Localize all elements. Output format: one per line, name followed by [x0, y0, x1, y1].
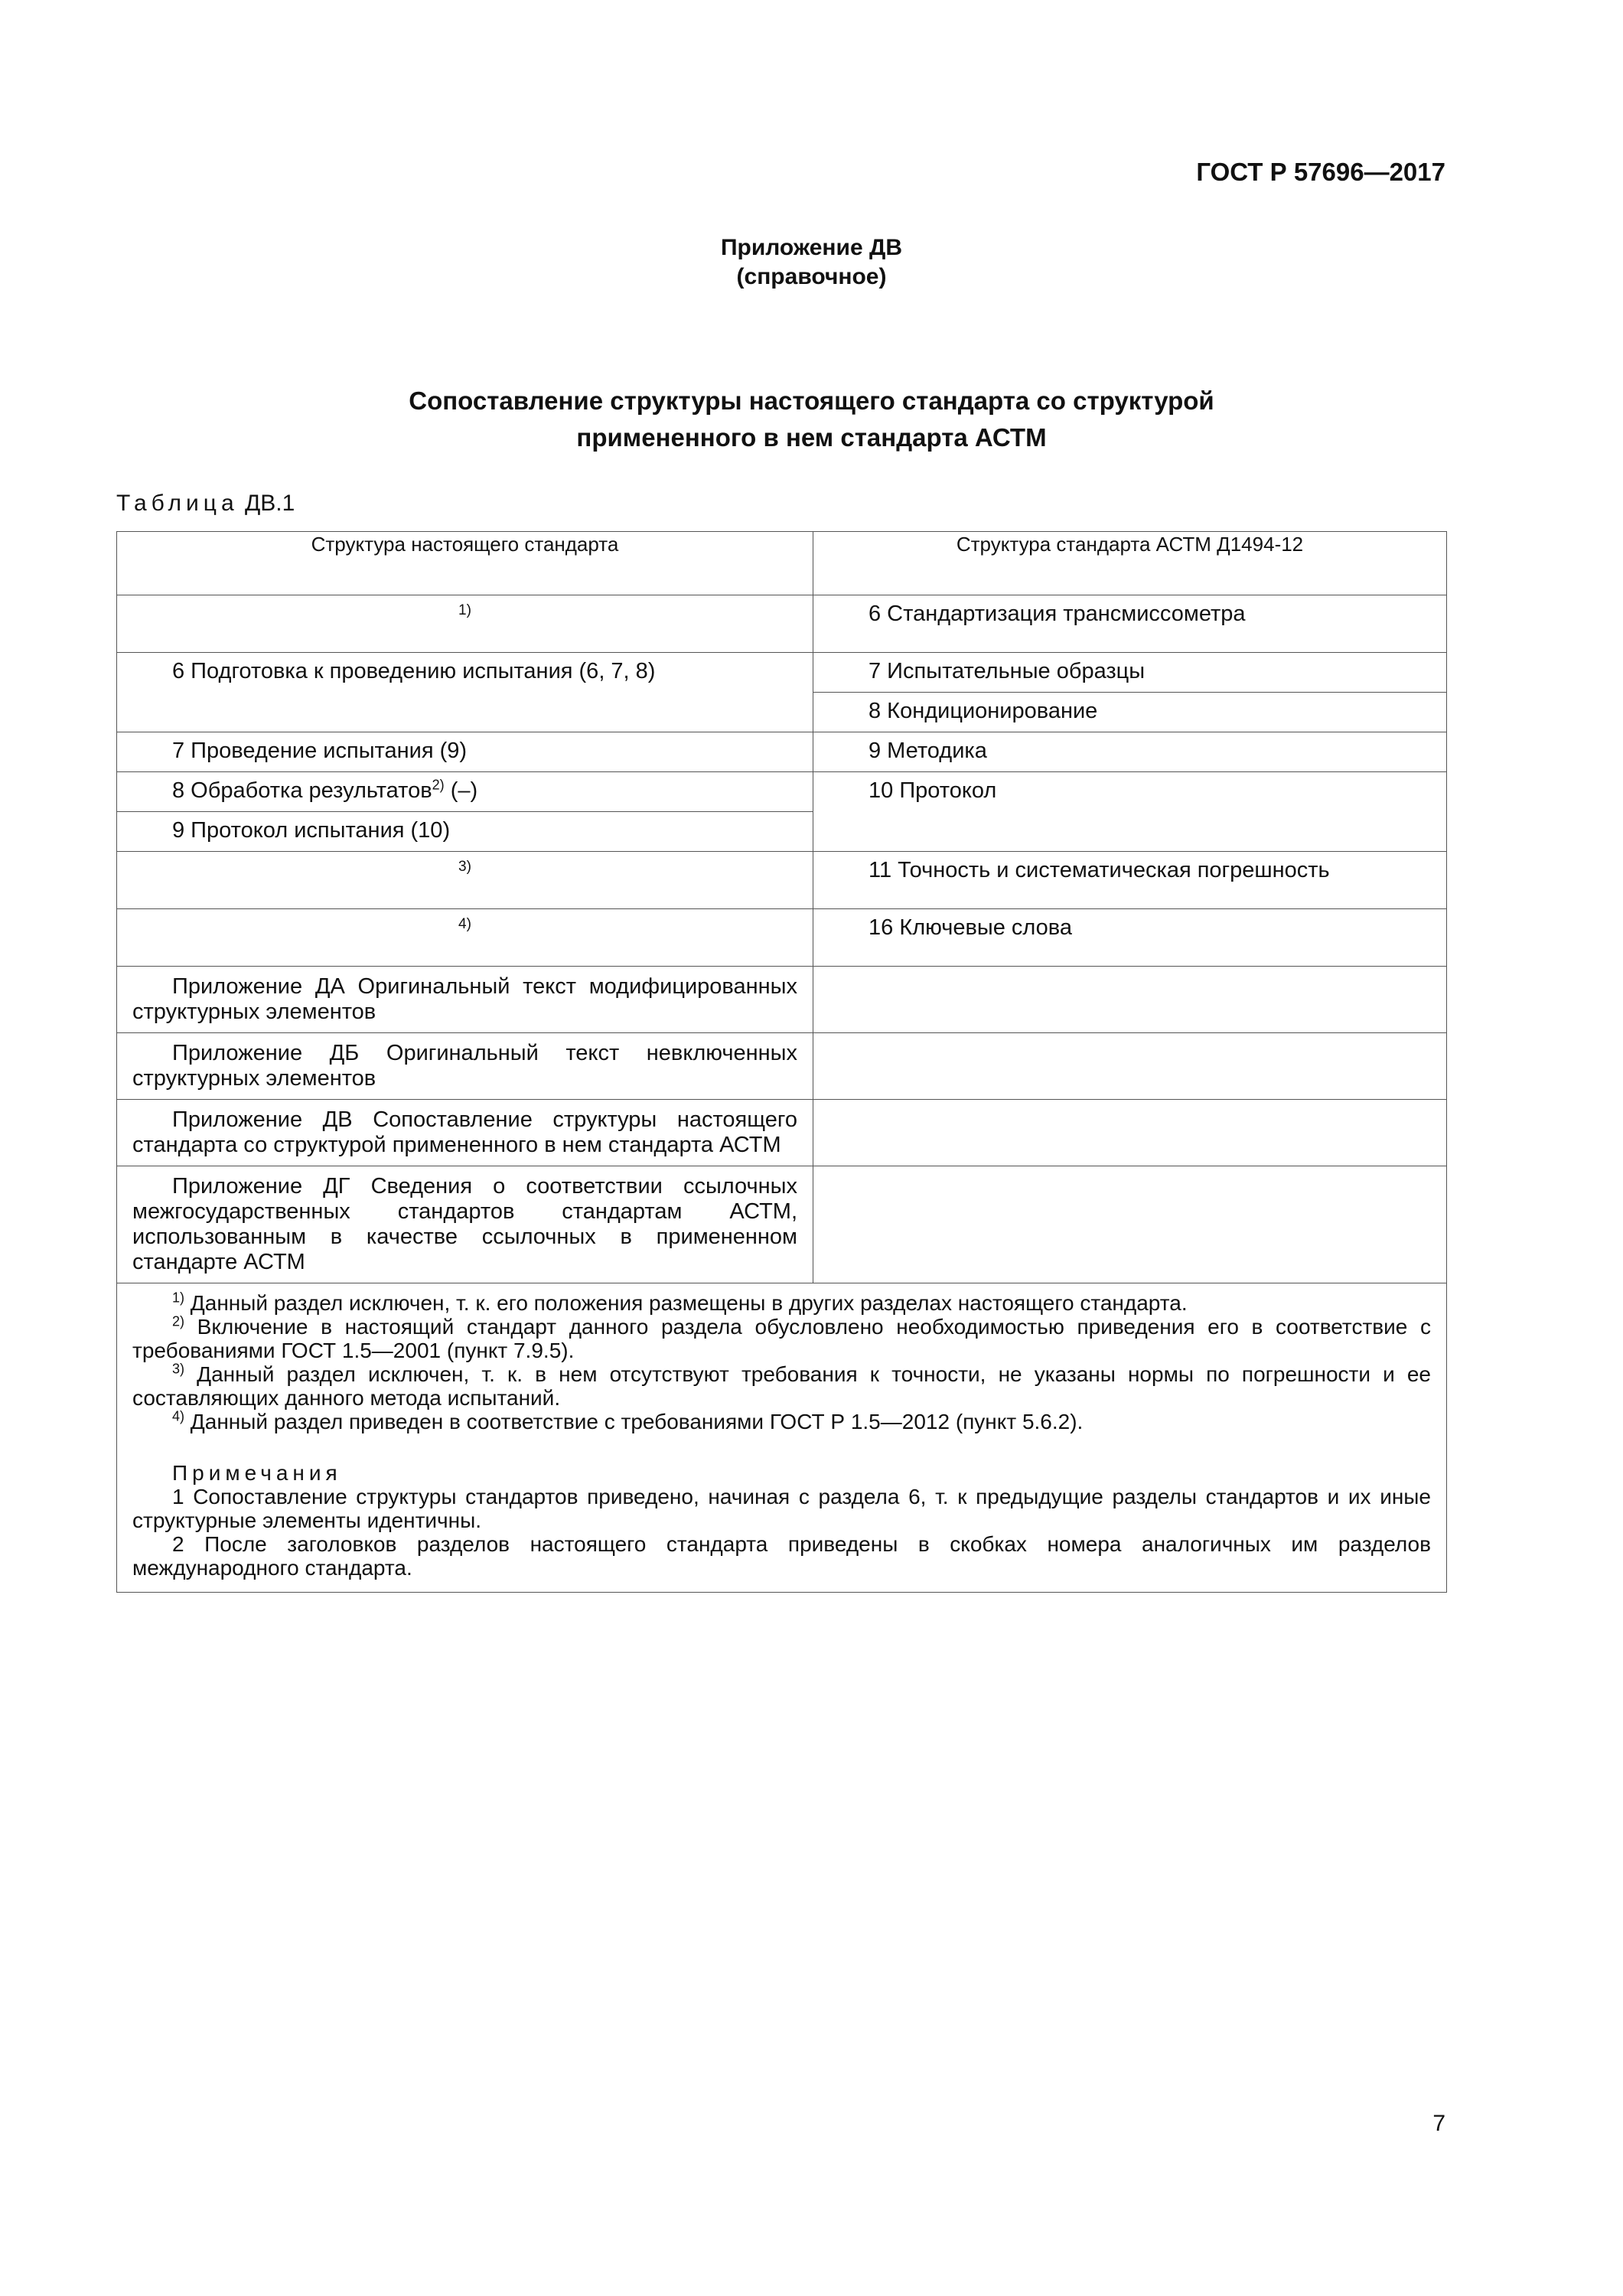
footnote-text: Данный раздел исключен, т. к. его положения размещены в других разделах настоящего стандарта. [184, 1291, 1188, 1315]
page-title [0, 383, 1623, 456]
empty-cell [813, 1033, 1447, 1100]
table-cell: 7 Проведение испытания (9) [117, 732, 813, 772]
footnote [132, 1315, 1431, 1362]
table-cell: Приложение ДБ Оригинальный текст невключенных структурных элементов [117, 1033, 813, 1100]
table-row [117, 595, 1447, 653]
table-cell: Приложение ДВ Сопоставление структуры настоящего стандарта со структурой примененного в нем стандарта АСТМ [117, 1100, 813, 1166]
footnote [132, 1291, 1431, 1315]
table-cell: 8 Кондиционирование [813, 693, 1447, 732]
table-cell: 6 Стандартизация трансмиссометра [813, 595, 1447, 653]
appendix-type: (справочное) [736, 264, 887, 289]
table-row [117, 653, 1447, 693]
appendix-heading [0, 233, 1623, 292]
empty-cell [813, 1166, 1447, 1283]
table-cell: 16 Ключевые слова [813, 909, 1447, 967]
title-line-1: Сопоставление структуры настоящего стандарта со структурой [409, 386, 1214, 415]
table-cell: 11 Точность и систематическая погрешность [813, 852, 1447, 909]
note: 2 После заголовков разделов настоящего стандарта приведены в скобках номера аналогичных им разделов международного стандарта. [132, 1532, 1431, 1580]
empty-cell [813, 967, 1447, 1033]
footnote-mark: 3) [172, 1361, 185, 1377]
notes-title: Примечания [172, 1461, 342, 1485]
table-footer-row [117, 1283, 1447, 1593]
page-number: 7 [1432, 2111, 1445, 2136]
structure-comparison-table [116, 531, 1447, 1593]
table-row [117, 772, 1447, 812]
table-caption [116, 490, 295, 517]
table-cell: 7 Испытательные образцы [813, 653, 1447, 693]
table-row [117, 967, 1447, 1033]
table-row [117, 1100, 1447, 1166]
title-line-2: примененного в нем стандарта АСТМ [576, 423, 1047, 452]
table-caption-number: ДВ.1 [244, 491, 295, 516]
note: 1 Сопоставление структуры стандартов приведено, начиная с раздела 6, т. к предыдущие разделы стандартов и их иные структурные элементы идентичны. [132, 1485, 1431, 1532]
footnote [132, 1410, 1431, 1433]
footnote-ref: 4) [117, 909, 813, 967]
column-header-astm-standard: Структура стандарта АСТМ Д1494-12 [813, 532, 1447, 595]
table-row [117, 1033, 1447, 1100]
footnote-mark: 1) [172, 1290, 185, 1306]
cell-text: 8 Обработка результатов [172, 778, 432, 803]
column-header-this-standard: Структура настоящего стандарта [117, 532, 813, 595]
table-cell: 10 Протокол [813, 772, 1447, 852]
cell-text: (–) [444, 778, 478, 803]
table-cell: 9 Протокол испытания (10) [117, 812, 813, 852]
footnote-ref: 2) [432, 777, 445, 793]
table-cell: Приложение ДА Оригинальный текст модифицированных структурных элементов [117, 967, 813, 1033]
footnote-text: Данный раздел приведен в соответствие с требованиями ГОСТ Р 1.5—2012 (пункт 5.6.2). [184, 1410, 1084, 1433]
footnote-ref: 3) [117, 852, 813, 909]
footnote-text: Включение в настоящий стандарт данного раздела обусловлено необходимостью приведения его в соответствие с требованиями ГОСТ 1.5—2001 (пункт 7.9.5). [132, 1315, 1431, 1362]
empty-cell [813, 1100, 1447, 1166]
document-code: ГОСТ Р 57696—2017 [1196, 158, 1445, 186]
table-footnotes [117, 1283, 1447, 1593]
table-row [117, 732, 1447, 772]
footnote-text: Данный раздел исключен, т. к. в нем отсутствуют требования к точности, не указаны нормы по погрешности и ее составляющих данного метода испытаний. [132, 1362, 1431, 1410]
footnote-mark: 2) [172, 1313, 185, 1329]
footnote-ref: 1) [117, 595, 813, 653]
footnote [132, 1362, 1431, 1410]
table-row [117, 852, 1447, 909]
appendix-name: Приложение ДВ [720, 235, 903, 260]
table-row [117, 909, 1447, 967]
footnote-mark: 4) [172, 1408, 185, 1424]
table-cell [117, 772, 813, 812]
table-cell: 6 Подготовка к проведению испытания (6, 7, 8) [117, 653, 813, 732]
table-row [117, 1166, 1447, 1283]
table-caption-word: Таблица [116, 491, 239, 516]
table-cell: Приложение ДГ Сведения о соответствии ссылочных межгосударственных стандартов стандартам АСТМ, использованным в качестве ссылочных в примененном стандарте АСТМ [117, 1166, 813, 1283]
table-cell: 9 Методика [813, 732, 1447, 772]
